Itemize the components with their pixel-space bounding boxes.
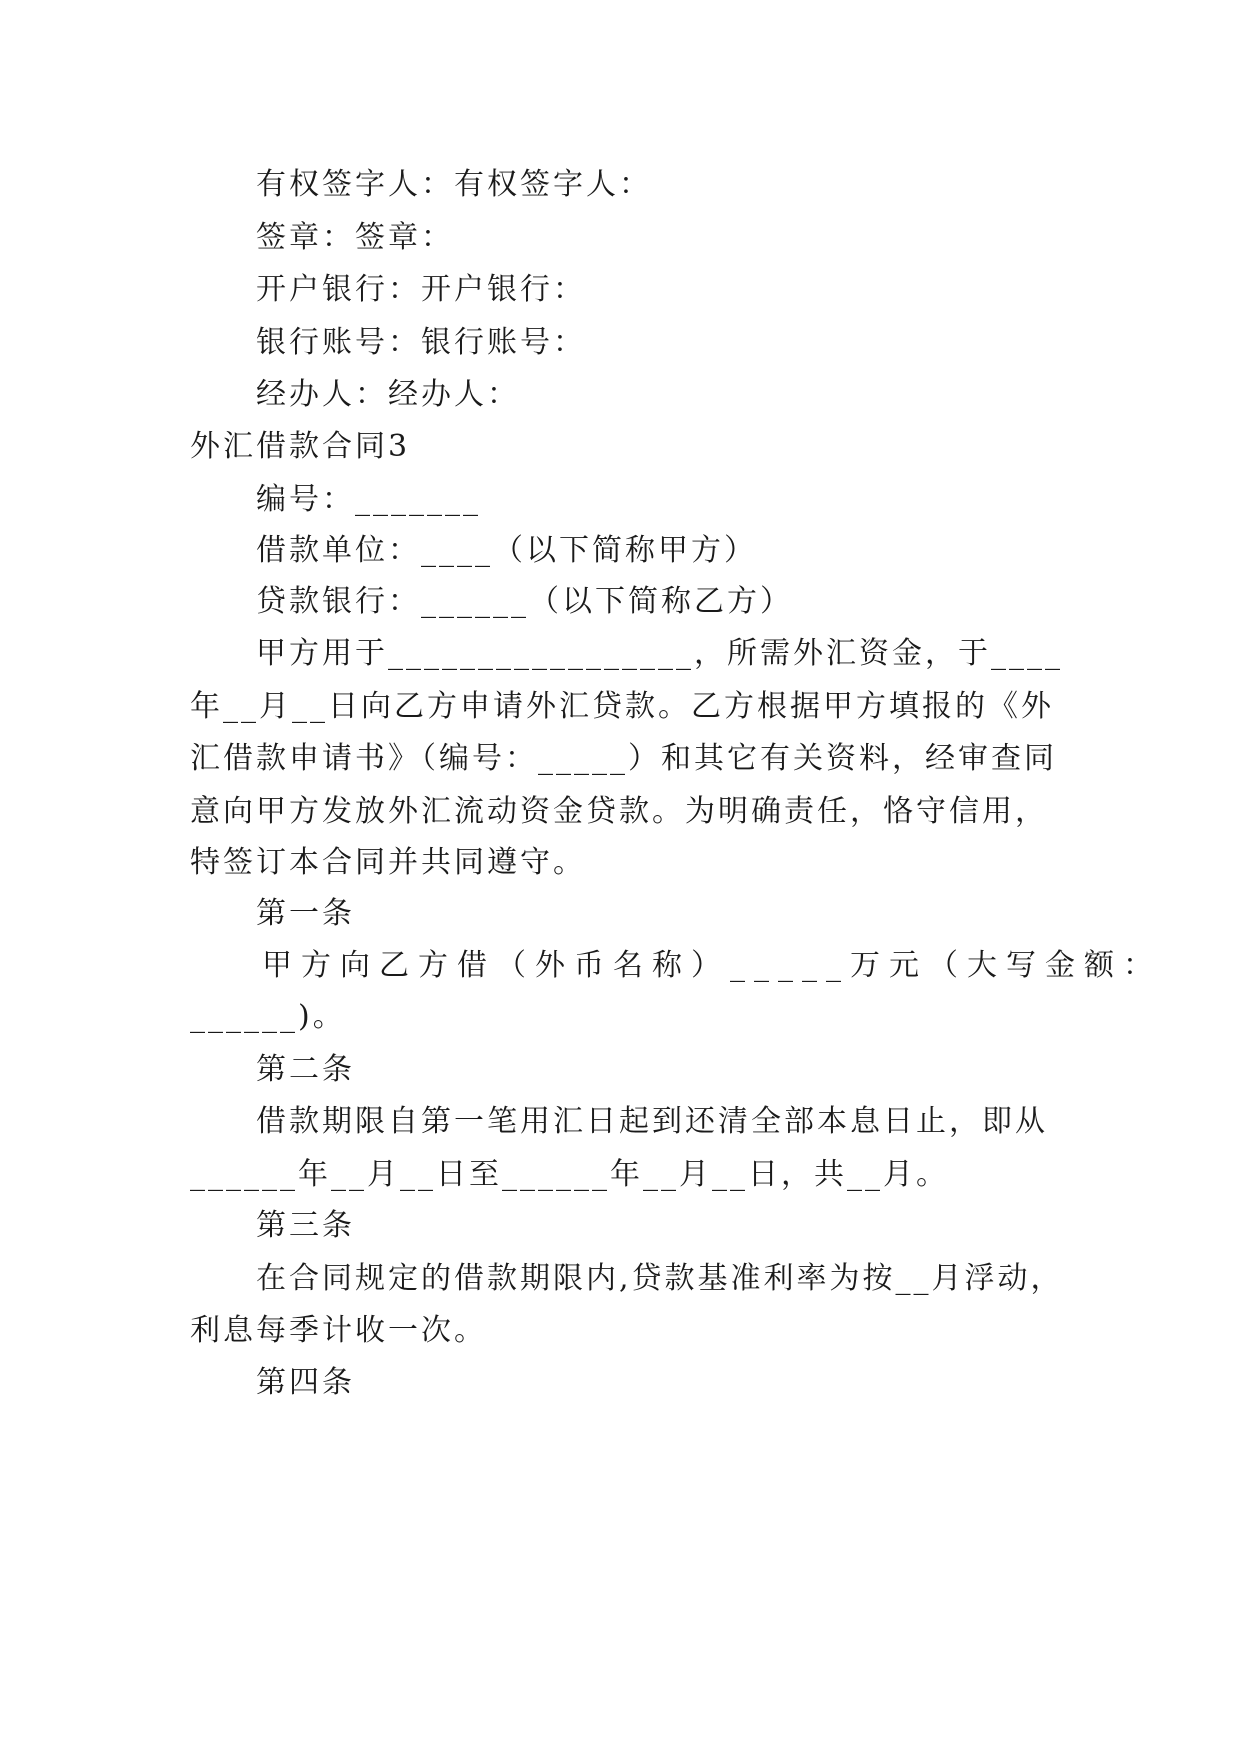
signature-line-account: 银行账号：银行账号： <box>256 325 586 360</box>
preamble-line: 甲方用于_________________，所需外汇资金，于____ <box>256 636 1063 671</box>
contract-title: 外汇借款合同3 <box>190 429 411 464</box>
lender-field: 贷款银行：______（以下简称乙方） <box>256 584 793 619</box>
article-heading: 第二条 <box>256 1052 355 1087</box>
article-text-line: ______年__月__日至______年__月__日，共__月。 <box>190 1157 949 1192</box>
signature-line-bank: 开户银行：开户银行： <box>256 272 586 307</box>
article-text-line: 借款期限自第一笔用汇日起到还清全部本息日止，即从 <box>256 1104 1048 1139</box>
signature-line-seal: 签章：签章： <box>256 220 454 255</box>
preamble-line: 年__月__日向乙方申请外汇贷款。乙方根据甲方填报的《外 <box>190 689 1054 724</box>
borrower-field: 借款单位：____（以下简称甲方） <box>256 533 757 568</box>
article-heading: 第三条 <box>256 1208 355 1243</box>
article-text-line: 利息每季计收一次。 <box>190 1313 487 1348</box>
article-text-line: ______)。 <box>190 999 346 1034</box>
contract-number-field: 编号：_______ <box>256 482 481 517</box>
article-heading: 第一条 <box>256 896 355 931</box>
article-heading: 第四条 <box>256 1365 355 1400</box>
preamble-line: 特签订本合同并共同遵守。 <box>190 845 586 880</box>
signature-line-handler: 经办人：经办人： <box>256 377 520 412</box>
preamble-line: 汇借款申请书》（编号：_____）和其它有关资料，经审查同 <box>190 741 1057 776</box>
signature-line-authorized-signer: 有权签字人：有权签字人： <box>256 167 652 202</box>
article-text-line: 甲方向乙方借（外币名称）_____万元（大写金额： <box>262 948 1162 983</box>
article-text-line: 在合同规定的借款期限内,贷款基准利率为按__月浮动， <box>256 1261 1064 1296</box>
preamble-line: 意向甲方发放外汇流动资金贷款。为明确责任，恪守信用， <box>190 794 1048 829</box>
